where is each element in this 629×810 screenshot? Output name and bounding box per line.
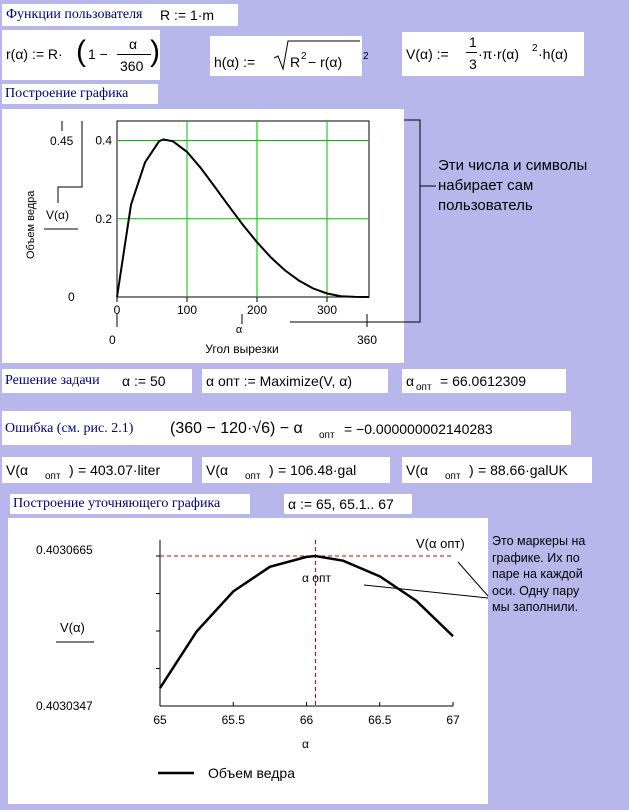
plot2-marker-alpha-label: α опт	[302, 571, 331, 585]
plot1-xtick-label: 200	[246, 303, 268, 317]
v-galuk-box[interactable]	[402, 457, 592, 483]
plot1-xlabel: Угол вырезки	[205, 342, 279, 356]
v-gal-sub: опт	[245, 471, 261, 482]
fraction-bar	[466, 52, 477, 53]
plot1-y-lower: 0	[68, 290, 75, 304]
formula-r-den: 360	[120, 58, 144, 74]
v-gal-close: )	[269, 462, 274, 478]
formula-v-lhs: V(α) :=	[406, 46, 449, 62]
plot2-xtick-label: 66.5	[368, 713, 392, 727]
opt-sub: опт	[416, 382, 432, 393]
alpha-init[interactable]: α := 50	[122, 373, 166, 389]
v-liter-close: )	[69, 462, 74, 478]
plot2-section-label	[10, 494, 250, 514]
plot1-x-right: 360	[357, 333, 378, 347]
v-galuk-close: )	[469, 462, 474, 478]
formula-v-tail: ·h(α)	[538, 46, 568, 62]
plot2-y-upper: 0.4030665	[36, 543, 93, 557]
header-title: Функции пользователя	[6, 7, 143, 22]
fraction-bar	[117, 54, 151, 55]
v-galuk-sub: опт	[445, 471, 461, 482]
formula-r-one: 1 −	[88, 46, 108, 62]
v-liter-sub: опт	[45, 471, 61, 482]
formula-h-mid: − r(α)	[308, 54, 343, 70]
v-liter-value: = 403.07·liter	[78, 462, 161, 478]
plot2-marker-v-label: V(α опт)	[416, 536, 465, 551]
header-title-box	[2, 4, 238, 26]
formula-v-sq: 2	[532, 43, 538, 54]
formula-v[interactable]	[402, 32, 584, 76]
plot2-xtick-label: 66	[299, 713, 314, 727]
plot1-section-label	[2, 84, 158, 104]
plot1-xtick-label: 300	[316, 303, 338, 317]
formula-r[interactable]	[2, 30, 160, 80]
formula-v-num: 1	[469, 34, 477, 50]
plot2-note: Это маркеры на графике. Их по паре на каждой оси. Одну пару мы заполнили.	[492, 534, 586, 614]
plot1-y-func: V(α)	[46, 208, 69, 222]
formula-h-sq2: 2	[363, 51, 369, 62]
plot2-xtick-label: 65	[153, 713, 167, 727]
plot2-legend-text: Объем ведра	[208, 765, 295, 781]
plot1-ylabel: Объем ведра	[25, 190, 37, 259]
v-galuk-prefix: V(α	[406, 462, 429, 478]
maximize-expr: α опт := Maximize(V, α)	[206, 373, 352, 389]
v-liter-prefix: V(α	[6, 462, 29, 478]
plot2-xtick-label: 65.5	[221, 713, 245, 727]
plot2-section-text: Построение уточняющего графика	[13, 496, 221, 511]
error-value: = −0.000000002140283	[344, 421, 493, 437]
opt-lhs: α	[406, 373, 415, 389]
formula-h-R: R	[290, 54, 301, 70]
paren-open: (	[76, 35, 86, 68]
plot1-x-left: 0	[109, 333, 116, 347]
plot1-y-upper: 0.45	[50, 134, 74, 148]
paren-close: )	[150, 35, 160, 68]
maximize-box[interactable]	[202, 369, 388, 393]
plot1-series-line	[117, 139, 369, 297]
formula-h-sq1: 2	[301, 51, 307, 62]
plot1-region[interactable]	[2, 109, 404, 363]
v-gal-value: = 106.48·gal	[278, 462, 357, 478]
plot2-range-box[interactable]	[284, 494, 412, 514]
error-title: Ошибка (см. рис. 2.1)	[5, 421, 134, 436]
formula-v-rest: ·π·r(α)	[478, 46, 520, 62]
plot2-xtick-label: 67	[446, 713, 460, 727]
plot1-note: Эти числа и символы набирает сам пользователь	[438, 157, 588, 214]
error-expr: (360 − 120·√6) − α	[170, 420, 303, 437]
solve-title-box	[2, 369, 192, 393]
formula-r-num: α	[129, 36, 138, 52]
formula-r-lhs: r(α) := R·	[6, 46, 63, 62]
formula-h[interactable]	[210, 36, 369, 76]
v-galuk-value: = 88.66·galUK	[478, 462, 568, 478]
plot2-region[interactable]	[8, 518, 488, 804]
plot1-xtick-label: 100	[176, 303, 198, 317]
plot2-y-func: V(α)	[60, 620, 85, 635]
plot1-ytick-label: 0.2	[95, 211, 112, 226]
formula-h-lhs: h(α) :=	[214, 54, 256, 70]
plot1-xtick-label: 0	[113, 303, 121, 317]
plot2-x-var: α	[302, 737, 309, 751]
plot2-svg[interactable]	[8, 518, 488, 804]
plot1-svg[interactable]	[2, 109, 404, 363]
error-box[interactable]	[2, 411, 571, 445]
formula-v-den: 3	[469, 56, 477, 72]
plot1-section-text: Построение графика	[5, 86, 129, 101]
plot2-y-lower: 0.4030347	[36, 699, 93, 713]
plot1-x-var: α	[235, 324, 243, 336]
r-definition[interactable]: R := 1·m	[160, 7, 215, 23]
plot1-ytick-label: 0.4	[95, 133, 112, 148]
plot2-range: α := 65, 65.1.. 67	[288, 496, 394, 512]
opt-result-box[interactable]	[402, 369, 566, 393]
v-gal-prefix: V(α	[206, 462, 229, 478]
opt-value: = 66.0612309	[440, 373, 527, 389]
solve-title: Решение задачи	[5, 373, 100, 388]
error-sub: опт	[319, 430, 335, 441]
v-gal-box[interactable]	[202, 457, 390, 483]
v-liter-box[interactable]	[2, 457, 192, 483]
